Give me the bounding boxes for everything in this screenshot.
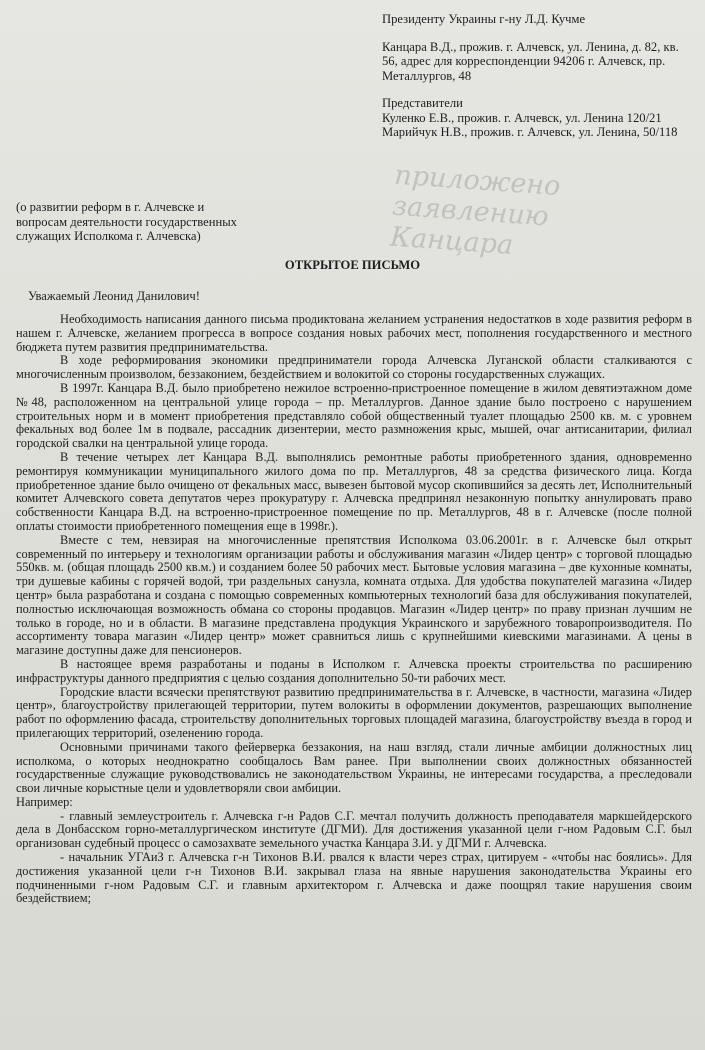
bullet-item: - главный землеустроитель г. Алчевска г-н Радов С.Г. мечтал получить должность преподавателя маркшейдерского дела в Донбасском горно-металлургическом институте (ДГМИ). Для достижения указанной цели г-ном Радовым С.Г. был организован судебный процесс о самозахвате земельного участка Канцара З.И. у ДГМИ г. Алчевска.: [16, 808, 692, 851]
representative-2: Марийчук Н.В., прожив. г. Алчевск, ул. Ленина, 50/118: [382, 125, 678, 139]
body-paragraph: В настоящее время разработаны и поданы в Исполком г. Алчевска проекты строительства по расширению инфраструктуры данного предприятия с целью создания дополнительно 50-ти рабочих мест.: [16, 656, 692, 685]
representatives-label: Представители: [382, 96, 463, 110]
handwritten-line: приложено: [393, 159, 562, 203]
recipient-line: Президенту Украины г-ну Л.Д. Кучме: [382, 12, 586, 26]
handwritten-line: Канцара: [389, 221, 515, 262]
body-paragraph: В 1997г. Канцара В.Д. было приобретено нежилое встроенно-пристроенное помещение в жилом девятиэтажном доме №48, расположенном на центральной улице города – пр. Металлургов. Данное здание было построено с нарушением строительных норм и в момент приобретения представляло собой общественный туалет площадью 2500 кв. м. с уровнем фекальных вод более 1м в подвале, рассадник дизентерии, место размножения крыс, мышей, очаг антисанитарии, филиал городской свалки на центральной улице города.: [16, 380, 692, 451]
body-paragraph: В течение четырех лет Канцара В.Д. выполнялись ремонтные работы приобретенного здания, одновременно ремонтируя коммуникации муниципального жилого дома по пр. Металлургов, 48 за средства физического лица. Когда приобретенное здание было очищено от фекальных масс, вывезен бытовой мусор скопившийся за десять лет, Исполнительный комитет Алчевского совета депутатов через прокуратуру г. Алчевска предпринял незаконную попытку аннулировать право собственности Канцара В.Д. на встроенно-пристроенное помещение по пр. Металлургов, 48 в г. Алчевске (после полной оплаты стоимости приобретенного помещения еще в 1998г.).: [16, 449, 692, 533]
handwritten-note: [389, 160, 695, 274]
example-label: Например:: [16, 794, 73, 809]
body-paragraph: Необходимость написания данного письма продиктована желанием устранения недостатков в ходе развития реформ в нашем г. Алчевске, желанием прогресса в вопросе создания новых рабочих мест, пополнения государственного и местного бюджета путем развития предпринимательства.: [16, 312, 692, 354]
greeting: Уважаемый Леонид Данилович!: [28, 289, 200, 303]
bullet-item: - начальник УГАиЗ г. Алчевска г-н Тихонов В.И. рвался к власти через страх, цитируем - «чтобы нас боялись». Для достижения указанной цели г-н Тихонов В.И. закрывал глаза на явные нарушения законодательства Украины его подчиненными г-ном Радовым С.Г. и главным архитектором г. Алчевска и даже поощрял такие нарушения своим бездействием;: [16, 850, 692, 906]
body-paragraph: Городские власти всячески препятствуют развитию предпринимательства в г. Алчевске, в частности, магазина «Лидер центр», благоустройству прилегающей территории, путем волокиты в оформлении документов, разрешающих выполнение работ по оформлению фасада, строительству дополнительных торговых площадей магазина, благоустройству въезда в город и прилегающих территорий, озеленению города.: [16, 684, 692, 740]
letter-body: [16, 313, 692, 906]
letter-title: ОТКРЫТОЕ ПИСЬМО: [284, 258, 421, 272]
subject-block: [16, 200, 256, 244]
addressee-block: [382, 12, 692, 140]
body-paragraph: В ходе реформирования экономики предприниматели города Алчевска Луганской области сталкиваются с многочисленным произволом, беззаконием, бездействием и волокитой со стороны государственных служащих.: [16, 353, 692, 382]
subject-text: (о развитии реформ в г. Алчевске и вопросам деятельности государственных служащих Исполкома г. Алчевска): [16, 200, 237, 243]
representative-1: Куленко Е.В., прожив. г. Алчевск, ул. Ленина 120/21: [382, 110, 662, 125]
body-paragraph: Основными причинами такого фейерверка беззакония, на наш взгляд, стали личные амбиции должностных лиц исполкома, о которых неоднократно сообщалось Вам ранее. При выполнении своих должностных обязанностей государственные служащие руководствовались не законодательством Украины, не интересами государства, а преследовали свои личные корыстные цели и удовлетворяли свои амбиции.: [16, 739, 692, 796]
sender-address: Канцара В.Д., прожив. г. Алчевск, ул. Ленина, д. 82, кв. 56, адрес для корреспонденции 94206 г. Алчевск, пр. Металлургов, 48: [382, 39, 679, 83]
handwritten-line: заявлению: [391, 190, 550, 233]
body-paragraph: Вместе с тем, невзирая на многочисленные препятствия Исполкома 03.06.2001г. в г. Алчевске был открыт современный по интерьеру и технологиям организации работы и обслуживания магазин «Лидер центр» с торговой площадью 550кв. м. (общая площадь 2500 кв.м.) и созданием более 50 рабочих мест. Бытовые условия магазина – две кухонные комнаты, три душевые кабины с горячей водой, три раздельных санузла, комната отдыха. Для удобства покупателей магазина «Лидер центр» была разработана и создана с помощью современных компьютерных технологий база для обслуживания покупателей, полностью исключающая возможность обмана со стороны продавцов. Магазин «Лидер центр» по праву признан лучшим не только в городе, но и в области. В магазине представлена продукция Украинского и зарубежного товаропроизводителя. По ассортименту товара магазин «Лидер центр» может сравниться лишь с крупнейшими киевскими магазинами. А цены в магазине доступны даже для пенсионеров.: [16, 532, 692, 658]
